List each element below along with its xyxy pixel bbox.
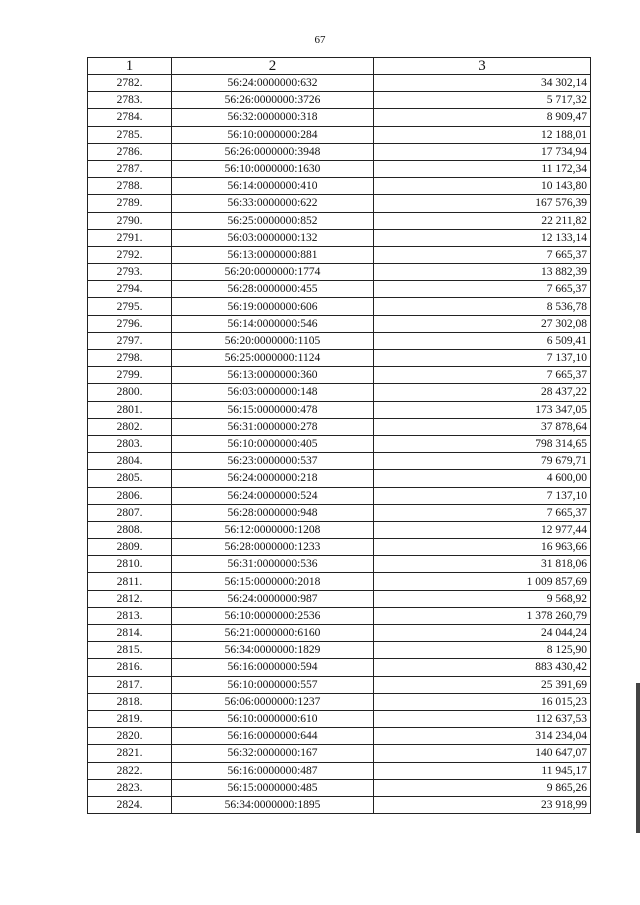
table-row <box>88 178 591 195</box>
cadastral-number-cell: 56:06:0000000:1237 <box>172 693 374 710</box>
row-number-cell: 2819. <box>88 710 172 727</box>
cadastral-number-cell: 56:28:0000000:455 <box>172 281 374 298</box>
value-cell: 25 391,69 <box>374 676 591 693</box>
table-row <box>88 470 591 487</box>
table-row <box>88 642 591 659</box>
value-cell: 11 945,17 <box>374 762 591 779</box>
table-row <box>88 126 591 143</box>
value-cell: 167 576,39 <box>374 195 591 212</box>
column-header-3: 3 <box>374 58 591 75</box>
row-number-cell: 2800. <box>88 384 172 401</box>
row-number-cell: 2785. <box>88 126 172 143</box>
value-cell: 5 717,32 <box>374 92 591 109</box>
row-number-cell: 2804. <box>88 453 172 470</box>
cadastral-number-cell: 56:26:0000000:3948 <box>172 143 374 160</box>
cadastral-number-cell: 56:15:0000000:485 <box>172 779 374 796</box>
cadastral-number-cell: 56:15:0000000:478 <box>172 401 374 418</box>
table-row <box>88 298 591 315</box>
table-row <box>88 779 591 796</box>
cadastral-number-cell: 56:24:0000000:524 <box>172 487 374 504</box>
row-number-cell: 2812. <box>88 590 172 607</box>
cadastral-number-cell: 56:32:0000000:318 <box>172 109 374 126</box>
row-number-cell: 2805. <box>88 470 172 487</box>
value-cell: 27 302,08 <box>374 315 591 332</box>
cadastral-number-cell: 56:10:0000000:2536 <box>172 607 374 624</box>
cadastral-number-cell: 56:16:0000000:644 <box>172 728 374 745</box>
value-cell: 7 665,37 <box>374 504 591 521</box>
table-row <box>88 693 591 710</box>
column-header-1: 1 <box>88 58 172 75</box>
value-cell: 314 234,04 <box>374 728 591 745</box>
table-row <box>88 487 591 504</box>
row-number-cell: 2782. <box>88 75 172 92</box>
row-number-cell: 2808. <box>88 521 172 538</box>
table-row <box>88 246 591 263</box>
cadastral-number-cell: 56:15:0000000:2018 <box>172 573 374 590</box>
table-body <box>88 75 591 814</box>
value-cell: 9 865,26 <box>374 779 591 796</box>
cadastral-number-cell: 56:21:0000000:6160 <box>172 625 374 642</box>
column-header-2: 2 <box>172 58 374 75</box>
row-number-cell: 2789. <box>88 195 172 212</box>
table-row <box>88 143 591 160</box>
table-row <box>88 556 591 573</box>
cadastral-number-cell: 56:13:0000000:881 <box>172 246 374 263</box>
row-number-cell: 2792. <box>88 246 172 263</box>
value-cell: 1 378 260,79 <box>374 607 591 624</box>
table-row <box>88 229 591 246</box>
cadastral-number-cell: 56:14:0000000:410 <box>172 178 374 195</box>
row-number-cell: 2813. <box>88 607 172 624</box>
table-row <box>88 435 591 452</box>
value-cell: 79 679,71 <box>374 453 591 470</box>
cadastral-number-cell: 56:12:0000000:1208 <box>172 521 374 538</box>
value-cell: 7 137,10 <box>374 350 591 367</box>
cadastral-number-cell: 56:10:0000000:405 <box>172 435 374 452</box>
row-number-cell: 2787. <box>88 160 172 177</box>
cadastral-number-cell: 56:16:0000000:487 <box>172 762 374 779</box>
table-row <box>88 212 591 229</box>
value-cell: 140 647,07 <box>374 745 591 762</box>
row-number-cell: 2786. <box>88 143 172 160</box>
row-number-cell: 2824. <box>88 796 172 813</box>
table-row <box>88 160 591 177</box>
table-row <box>88 384 591 401</box>
page-number: 67 <box>314 34 326 46</box>
row-number-cell: 2784. <box>88 109 172 126</box>
value-cell: 16 963,66 <box>374 539 591 556</box>
row-number-cell: 2801. <box>88 401 172 418</box>
table-row <box>88 264 591 281</box>
cadastral-number-cell: 56:10:0000000:284 <box>172 126 374 143</box>
value-cell: 4 600,00 <box>374 470 591 487</box>
table-row <box>88 762 591 779</box>
table-row <box>88 676 591 693</box>
table-row <box>88 539 591 556</box>
row-number-cell: 2822. <box>88 762 172 779</box>
row-number-cell: 2798. <box>88 350 172 367</box>
cadastral-number-cell: 56:10:0000000:557 <box>172 676 374 693</box>
table-header <box>88 58 591 75</box>
header-row <box>88 58 591 75</box>
value-cell: 11 172,34 <box>374 160 591 177</box>
value-cell: 7 665,37 <box>374 367 591 384</box>
value-cell: 12 977,44 <box>374 521 591 538</box>
row-number-cell: 2809. <box>88 539 172 556</box>
cadastral-number-cell: 56:31:0000000:278 <box>172 418 374 435</box>
cadastral-number-cell: 56:24:0000000:632 <box>172 75 374 92</box>
cadastral-number-cell: 56:23:0000000:537 <box>172 453 374 470</box>
value-cell: 8 125,90 <box>374 642 591 659</box>
table-row <box>88 728 591 745</box>
cadastral-number-cell: 56:13:0000000:360 <box>172 367 374 384</box>
table-row <box>88 607 591 624</box>
value-cell: 31 818,06 <box>374 556 591 573</box>
table-row <box>88 573 591 590</box>
table-row <box>88 367 591 384</box>
cadastral-number-cell: 56:34:0000000:1829 <box>172 642 374 659</box>
value-cell: 13 882,39 <box>374 264 591 281</box>
cadastral-number-cell: 56:19:0000000:606 <box>172 298 374 315</box>
value-cell: 16 015,23 <box>374 693 591 710</box>
value-cell: 28 437,22 <box>374 384 591 401</box>
value-cell: 24 044,24 <box>374 625 591 642</box>
cadastral-number-cell: 56:10:0000000:610 <box>172 710 374 727</box>
value-cell: 17 734,94 <box>374 143 591 160</box>
cadastral-number-cell: 56:24:0000000:218 <box>172 470 374 487</box>
row-number-cell: 2821. <box>88 745 172 762</box>
row-number-cell: 2803. <box>88 435 172 452</box>
row-number-cell: 2818. <box>88 693 172 710</box>
cadastral-number-cell: 56:32:0000000:167 <box>172 745 374 762</box>
cadastral-number-cell: 56:14:0000000:546 <box>172 315 374 332</box>
table-row <box>88 401 591 418</box>
row-number-cell: 2815. <box>88 642 172 659</box>
table-row <box>88 315 591 332</box>
table-row <box>88 659 591 676</box>
table-row <box>88 195 591 212</box>
cadastral-number-cell: 56:03:0000000:132 <box>172 229 374 246</box>
row-number-cell: 2788. <box>88 178 172 195</box>
cadastral-number-cell: 56:34:0000000:1895 <box>172 796 374 813</box>
row-number-cell: 2820. <box>88 728 172 745</box>
value-cell: 798 314,65 <box>374 435 591 452</box>
table-row <box>88 281 591 298</box>
row-number-cell: 2802. <box>88 418 172 435</box>
cadastral-number-cell: 56:33:0000000:622 <box>172 195 374 212</box>
table-row <box>88 590 591 607</box>
row-number-cell: 2823. <box>88 779 172 796</box>
value-cell: 1 009 857,69 <box>374 573 591 590</box>
cadastral-number-cell: 56:28:0000000:948 <box>172 504 374 521</box>
row-number-cell: 2783. <box>88 92 172 109</box>
table-row <box>88 109 591 126</box>
value-cell: 7 665,37 <box>374 281 591 298</box>
cadastral-number-cell: 56:28:0000000:1233 <box>172 539 374 556</box>
value-cell: 8 536,78 <box>374 298 591 315</box>
row-number-cell: 2790. <box>88 212 172 229</box>
cadastral-number-cell: 56:26:0000000:3726 <box>172 92 374 109</box>
table-row <box>88 453 591 470</box>
row-number-cell: 2799. <box>88 367 172 384</box>
cadastral-number-cell: 56:31:0000000:536 <box>172 556 374 573</box>
value-cell: 7 665,37 <box>374 246 591 263</box>
cadastral-number-cell: 56:20:0000000:1774 <box>172 264 374 281</box>
row-number-cell: 2793. <box>88 264 172 281</box>
value-cell: 12 133,14 <box>374 229 591 246</box>
table-row <box>88 350 591 367</box>
row-number-cell: 2797. <box>88 332 172 349</box>
row-number-cell: 2791. <box>88 229 172 246</box>
page-edge-mark <box>636 683 640 833</box>
value-cell: 22 211,82 <box>374 212 591 229</box>
row-number-cell: 2814. <box>88 625 172 642</box>
cadastral-number-cell: 56:16:0000000:594 <box>172 659 374 676</box>
row-number-cell: 2810. <box>88 556 172 573</box>
row-number-cell: 2811. <box>88 573 172 590</box>
cadastral-number-cell: 56:25:0000000:852 <box>172 212 374 229</box>
row-number-cell: 2816. <box>88 659 172 676</box>
value-cell: 34 302,14 <box>374 75 591 92</box>
row-number-cell: 2794. <box>88 281 172 298</box>
row-number-cell: 2796. <box>88 315 172 332</box>
table-row <box>88 92 591 109</box>
value-cell: 23 918,99 <box>374 796 591 813</box>
cadastral-number-cell: 56:03:0000000:148 <box>172 384 374 401</box>
value-cell: 10 143,80 <box>374 178 591 195</box>
row-number-cell: 2806. <box>88 487 172 504</box>
row-number-cell: 2807. <box>88 504 172 521</box>
cadastral-value-table <box>87 57 591 814</box>
value-cell: 12 188,01 <box>374 126 591 143</box>
value-cell: 112 637,53 <box>374 710 591 727</box>
table-row <box>88 418 591 435</box>
cadastral-number-cell: 56:10:0000000:1630 <box>172 160 374 177</box>
cadastral-number-cell: 56:24:0000000:987 <box>172 590 374 607</box>
cadastral-number-cell: 56:20:0000000:1105 <box>172 332 374 349</box>
table-row <box>88 504 591 521</box>
value-cell: 883 430,42 <box>374 659 591 676</box>
table-row <box>88 625 591 642</box>
table-row <box>88 75 591 92</box>
value-cell: 8 909,47 <box>374 109 591 126</box>
table-row <box>88 796 591 813</box>
table-row <box>88 745 591 762</box>
row-number-cell: 2795. <box>88 298 172 315</box>
value-cell: 7 137,10 <box>374 487 591 504</box>
cadastral-number-cell: 56:25:0000000:1124 <box>172 350 374 367</box>
value-cell: 9 568,92 <box>374 590 591 607</box>
row-number-cell: 2817. <box>88 676 172 693</box>
table-row <box>88 332 591 349</box>
table-row <box>88 710 591 727</box>
value-cell: 6 509,41 <box>374 332 591 349</box>
value-cell: 173 347,05 <box>374 401 591 418</box>
value-cell: 37 878,64 <box>374 418 591 435</box>
table-row <box>88 521 591 538</box>
